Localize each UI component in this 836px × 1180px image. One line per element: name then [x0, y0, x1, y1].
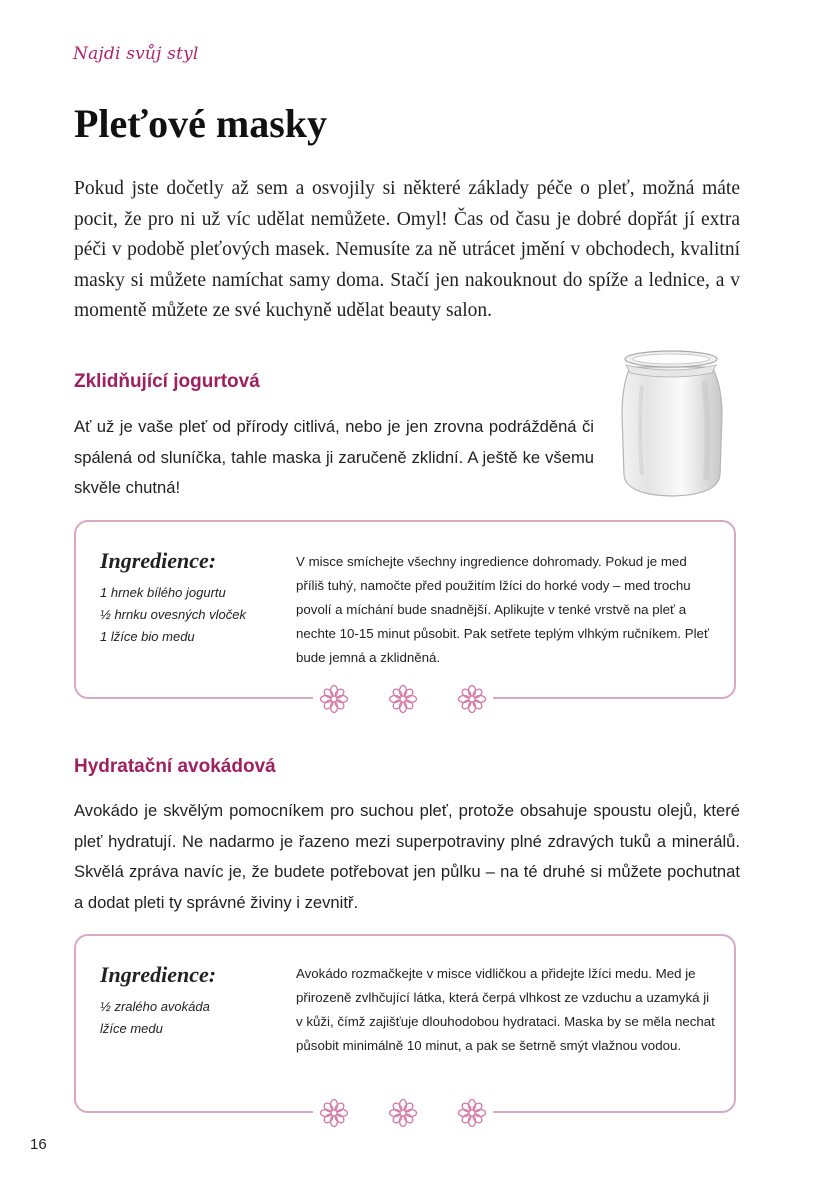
list-item: 1 hrnek bílého jogurtu — [100, 585, 226, 600]
running-head: Najdi svůj styl — [73, 44, 199, 64]
page-title: Pleťové masky — [74, 101, 328, 146]
section-heading-avocado: Hydratační avokádová — [74, 756, 276, 777]
ingredients-title: Ingredience: — [100, 962, 217, 987]
section-text-avocado: Avokádo je skvělým pomocníkem pro suchou pleť, protože obsahuje spoustu olejů, které pleť hydratují. Ne nadarmo je řazeno mezi superpotraviny plné zdravých tuků a minerálů. Skvělá zpráva navíc je, že budete potřebovat jen půlku – na té druhé si můžete pochutnat a dodat pleti ty správné živiny i zevnitř. — [74, 801, 740, 912]
list-item: lžíce medu — [100, 1021, 163, 1036]
flower-icon — [457, 1098, 487, 1128]
flower-icon — [457, 684, 487, 714]
section-text-yogurt: Ať už je vaše pleť od přírody citlivá, nebo je jen zrovna podrážděná či spálená od sluníčka, tahle maska ji zaručeně zklidní. A ještě ke všemu skvěle chutná! — [74, 417, 594, 497]
ingredients-list — [100, 996, 210, 1040]
flower-icon — [388, 684, 418, 714]
flower-divider — [313, 1098, 493, 1128]
jar-illustration — [612, 345, 730, 500]
page-number: 16 — [30, 1136, 47, 1153]
flower-icon — [319, 1098, 349, 1128]
flower-icon — [319, 684, 349, 714]
list-item: ½ hrnku ovesných vloček — [100, 607, 246, 622]
recipe-box-yogurt — [74, 520, 736, 699]
list-item: 1 lžíce bio medu — [100, 629, 195, 644]
ingredients-title: Ingredience: — [100, 548, 217, 573]
intro-paragraph: Pokud jste dočetly až sem a osvojily si některé základy péče o pleť, možná máte pocit, že pro ni už víc udělat nemůžete. Omyl! Čas od času je dobré dopřát jí extra péči v podobě pleťových masek. Nemusíte za ně utrácet jmění v obchodech, kvalitní masky si můžete namíchat samy doma. Stačí jen nakouknout do spíže a lednice, a v momentě můžete ze své kuchyně udělat beauty salon. — [74, 178, 740, 321]
list-item: ½ zralého avokáda — [100, 999, 210, 1014]
instructions-text: V misce smíchejte všechny ingredience dohromady. Pokud je med příliš tuhý, namočte před použitím lžíci do horké vody – med trochu povolí a míchání bude snadnější. Aplikujte v tenké vrstvě na pleť a nechte 10-15 minut působit. Pak setřete teplým vlhkým ručníkem. Pleť bude jemná a zklidněná. — [296, 554, 709, 665]
recipe-box-avocado — [74, 934, 736, 1113]
flower-divider — [313, 684, 493, 714]
ingredients-list — [100, 582, 246, 648]
instructions-text: Avokádo rozmačkejte v misce vidličkou a přidejte lžíci medu. Med je přirozeně zvlhčující látka, která čerpá vlhkost ze vzduchu a uzamyká ji v kůži, čímž zajišťuje dlouhodobou hydrataci. Maska by se měla nechat působit minimálně 10 minut, a pak se šetrně smýt vlažnou vodou. — [296, 966, 715, 1053]
flower-icon — [388, 1098, 418, 1128]
section-heading-yogurt: Zklidňující jogurtová — [74, 371, 260, 392]
